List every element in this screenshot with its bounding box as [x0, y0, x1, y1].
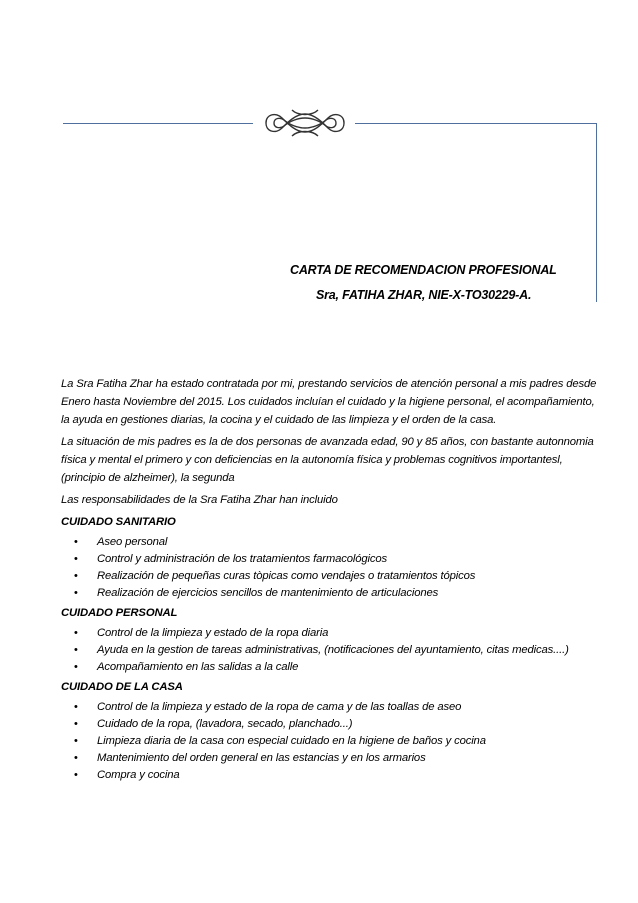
paragraph-intro: La Sra Fatiha Zhar ha estado contratada por mi, prestando servicios de atención personal a mis padres desde Enero hasta Noviembre del 2015. Los cuidados incluían el cuidado y la higiene personal, el acompañamiento, la ayuda en gestiones diarias, la cocina y el cuidado de las limpieza y el orden de la casa. — [61, 378, 597, 426]
list-item: • Control y administración de los tratamientos farmacológicos — [66, 551, 597, 568]
list-item: • Realización de pequeñas curas tòpicas como vendajes o tratamientos tópicos — [66, 568, 597, 585]
decorative-ornament-icon — [262, 106, 348, 140]
paragraph-situation: La situación de mis padres es la de dos personas de avanzada edad, 90 y 85 años, con bastante autonnomia física y mental el primero y con deficiencias en la autonomía física y problemas cognitivos importantesl, (principio de alzheimer), la segunda — [61, 436, 594, 484]
list-item: • Control de la limpieza y estado de la ropa de cama y de las toallas de aseo — [66, 699, 597, 716]
list-item: • Compra y cocina — [66, 767, 597, 784]
list-item: • Ayuda en la gestion de tareas administrativas, (notificaciones del ayuntamiento, citas medicas....) — [66, 642, 597, 659]
list-item: • Mantenimiento del orden general en las estancias y en los armarios — [66, 750, 597, 767]
paragraph-responsibilities: Las responsabilidades de la Sra Fatiha Zhar han incluido — [61, 494, 338, 506]
list-personal — [61, 625, 597, 676]
list-item: • Acompañamiento en las salidas a la calle — [66, 659, 597, 676]
list-item: • Realización de ejercicios sencillos de mantenimiento de articulaciones — [66, 585, 597, 602]
letter-title: CARTA DE RECOMENDACION PROFESIONAL — [290, 263, 557, 277]
header-rule-left — [63, 123, 253, 124]
header-rule-right — [355, 123, 597, 124]
header-rule-vertical — [596, 123, 597, 302]
list-item: • Limpieza diaria de la casa con especial cuidado en la higiene de baños y cocina — [66, 733, 597, 750]
section-heading-personal: CUIDADO PERSONAL — [61, 607, 178, 619]
section-heading-casa: CUIDADO DE LA CASA — [61, 681, 183, 693]
list-item: • Cuidado de la ropa, (lavadora, secado, planchado...) — [66, 716, 597, 733]
list-sanitario — [61, 534, 597, 602]
section-heading-sanitario: CUIDADO SANITARIO — [61, 516, 176, 528]
letter-body — [61, 375, 597, 786]
list-item: • Aseo personal — [66, 534, 597, 551]
list-casa — [61, 699, 597, 784]
letter-subtitle: Sra, FATIHA ZHAR, NIE-X-TO30229-A. — [316, 288, 532, 302]
list-item: • Control de la limpieza y estado de la ropa diaria — [66, 625, 597, 642]
